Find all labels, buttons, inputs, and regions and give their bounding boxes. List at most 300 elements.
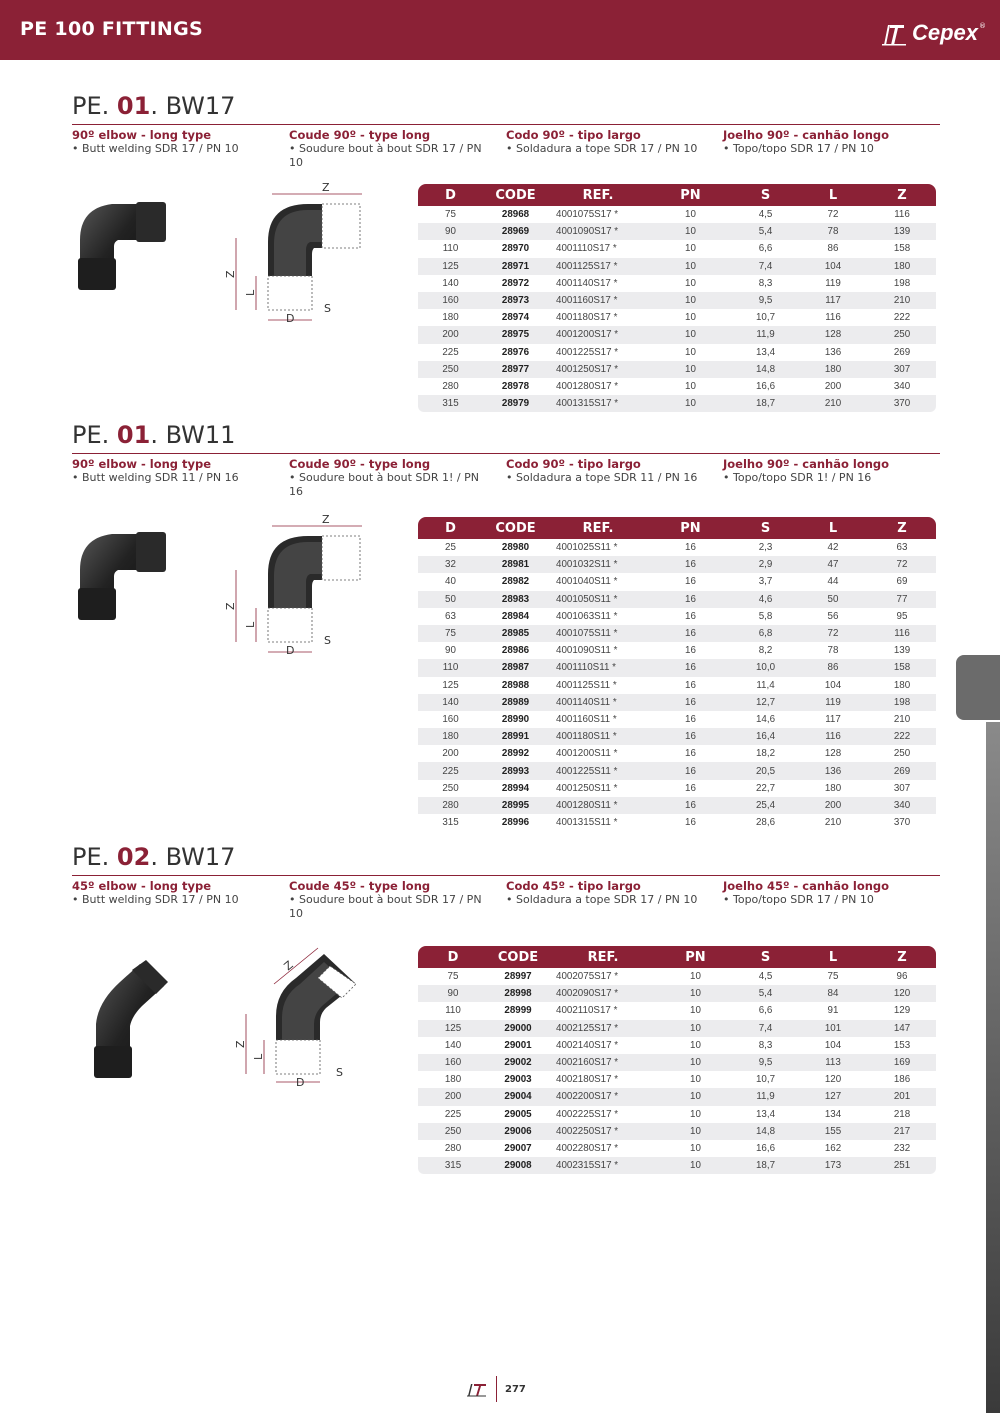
table-cell: 4001180S17 * bbox=[556, 312, 618, 324]
spec-table-pe01-bw17 bbox=[418, 184, 936, 412]
table-row bbox=[418, 677, 936, 694]
table-cell: 28971 bbox=[483, 258, 548, 275]
table-cell: 16 bbox=[648, 591, 733, 608]
desc-es-text: • Soldadura a tope SDR 17 / PN 10 bbox=[506, 142, 698, 155]
table-cell: 4001200S17 * bbox=[548, 326, 648, 343]
svg-text:L: L bbox=[244, 289, 257, 296]
elbow-90-diagram bbox=[222, 180, 362, 330]
table-cell: 22,7 bbox=[755, 782, 776, 794]
table-cell: 180 bbox=[442, 312, 459, 324]
col-header: PN bbox=[658, 946, 733, 968]
table-cell: 10 bbox=[685, 380, 696, 392]
table-row bbox=[418, 344, 936, 361]
table-cell: 117 bbox=[798, 292, 868, 309]
table-row bbox=[418, 694, 936, 711]
brand-name: Cepex bbox=[911, 20, 978, 45]
svg-text:S: S bbox=[324, 634, 331, 647]
col-header: D bbox=[418, 517, 483, 539]
cepex-mark-icon bbox=[466, 1381, 488, 1397]
table-cell: 116 bbox=[825, 312, 841, 324]
table-cell: 29003 bbox=[504, 1074, 532, 1086]
table-cell: 6,6 bbox=[758, 1005, 773, 1017]
table-cell: 28994 bbox=[501, 782, 530, 794]
table-cell: 139 bbox=[868, 223, 936, 240]
table-cell: 10 bbox=[685, 277, 696, 289]
svg-text:Z: Z bbox=[322, 181, 330, 194]
table-cell: 250 bbox=[868, 326, 936, 343]
table-cell: 16 bbox=[685, 817, 696, 829]
table-cell: 72 bbox=[868, 556, 936, 573]
table-cell: 16 bbox=[685, 748, 696, 760]
table-cell: 134 bbox=[824, 1108, 842, 1120]
col-header: Z bbox=[868, 517, 936, 539]
table-cell: 210 bbox=[798, 395, 868, 412]
table-cell: 4001315S11 * bbox=[556, 817, 618, 829]
table-cell: 28973 bbox=[483, 292, 548, 309]
svg-text:Z: Z bbox=[234, 1040, 247, 1048]
table-cell: 117 bbox=[825, 713, 841, 725]
table-cell: 140 bbox=[418, 694, 483, 711]
table-cell: 28,6 bbox=[755, 817, 776, 829]
table-cell: 86 bbox=[827, 243, 839, 255]
table-cell: 50 bbox=[418, 591, 483, 608]
table-cell: 110 bbox=[418, 659, 483, 676]
table-row bbox=[418, 797, 936, 814]
table-cell: 10,7 bbox=[755, 1074, 776, 1086]
table-cell: 4001250S17 * bbox=[548, 361, 648, 378]
table-cell: 4001090S17 * bbox=[548, 223, 648, 240]
table-cell: 147 bbox=[868, 1020, 936, 1037]
table-cell: 125 bbox=[418, 258, 483, 275]
table-cell: 78 bbox=[798, 223, 868, 240]
table-cell: 4002200S17 * bbox=[548, 1088, 658, 1105]
col-header: CODE bbox=[488, 946, 548, 968]
section-pe01-bw11 bbox=[72, 421, 940, 499]
table-cell: 4,5 bbox=[758, 971, 773, 983]
table-cell: 10 bbox=[648, 223, 733, 240]
table-cell: 250 bbox=[418, 361, 483, 378]
table-cell: 4001200S11 * bbox=[556, 748, 618, 760]
table-cell: 90 bbox=[445, 645, 456, 657]
table-cell: 4001250S11 * bbox=[556, 782, 618, 794]
table-cell: 95 bbox=[896, 610, 908, 622]
table-cell: 10 bbox=[658, 1123, 733, 1140]
col-header: Z bbox=[868, 184, 936, 206]
svg-text:S: S bbox=[324, 302, 331, 315]
table-row bbox=[418, 1037, 936, 1054]
table-cell: 180 bbox=[444, 1074, 462, 1086]
table-cell: 63 bbox=[896, 542, 908, 554]
table-cell: 210 bbox=[868, 292, 936, 309]
table-cell: 4001280S11 * bbox=[548, 797, 648, 814]
table-cell: 3,7 bbox=[758, 576, 773, 588]
table-cell: 29002 bbox=[488, 1054, 548, 1071]
table-cell: 4,5 bbox=[758, 209, 773, 221]
table-cell: 4001075S17 * bbox=[556, 209, 619, 221]
cepex-mark-icon bbox=[880, 19, 908, 47]
table-cell: 44 bbox=[827, 576, 839, 588]
table-row bbox=[418, 728, 936, 745]
table-cell: 169 bbox=[868, 1054, 936, 1071]
table-cell: 120 bbox=[824, 1074, 842, 1086]
desc-es-title: Codo 90º - tipo largo bbox=[506, 128, 641, 142]
side-tab bbox=[956, 655, 1000, 720]
table-cell: 10,0 bbox=[733, 659, 798, 676]
col-header: REF. bbox=[548, 184, 648, 206]
table-cell: 29000 bbox=[488, 1020, 548, 1037]
desc-pt-title: Joelho 45º - canhão longo bbox=[723, 879, 890, 893]
table-cell: 10 bbox=[690, 1142, 701, 1154]
table-cell: 4002160S17 * bbox=[548, 1054, 658, 1071]
table-cell: 232 bbox=[893, 1142, 911, 1154]
table-row bbox=[418, 556, 936, 573]
table-row bbox=[418, 711, 936, 728]
table-cell: 10 bbox=[658, 1088, 733, 1105]
table-cell: 25 bbox=[445, 542, 456, 554]
table-cell: 200 bbox=[418, 326, 483, 343]
table-cell: 16 bbox=[685, 679, 696, 691]
table-cell: 11,9 bbox=[733, 1088, 798, 1105]
table-cell: 119 bbox=[825, 277, 841, 289]
table-cell: 173 bbox=[798, 1157, 868, 1174]
table-cell: 4001040S11 * bbox=[556, 576, 618, 588]
table-cell: 120 bbox=[868, 985, 936, 1002]
table-cell: 13,4 bbox=[755, 346, 776, 358]
table-cell: 14,8 bbox=[733, 1123, 798, 1140]
table-cell: 28988 bbox=[501, 679, 530, 691]
table-cell: 10 bbox=[648, 258, 733, 275]
table-cell: 186 bbox=[893, 1074, 911, 1086]
table-cell: 180 bbox=[418, 728, 483, 745]
table-cell: 28987 bbox=[483, 659, 548, 676]
table-cell: 4001225S11 * bbox=[548, 762, 648, 779]
table-cell: 5,4 bbox=[733, 985, 798, 1002]
table-row bbox=[418, 573, 936, 590]
svg-text:D: D bbox=[296, 1076, 305, 1089]
table-cell: 16,6 bbox=[755, 1142, 776, 1154]
col-header: S bbox=[733, 946, 798, 968]
table-cell: 370 bbox=[893, 817, 911, 829]
table-cell: 198 bbox=[893, 277, 911, 289]
table-cell: 63 bbox=[445, 610, 456, 622]
table-cell: 218 bbox=[893, 1108, 911, 1120]
table-cell: 127 bbox=[798, 1088, 868, 1105]
table-cell: 10 bbox=[690, 1074, 701, 1086]
table-cell: 28998 bbox=[488, 985, 548, 1002]
desc-en-text: • Butt welding SDR 17 / PN 10 bbox=[72, 893, 239, 906]
table-cell: 4002075S17 * bbox=[556, 971, 619, 983]
table-cell: 16 bbox=[648, 797, 733, 814]
table-cell: 129 bbox=[893, 1005, 911, 1017]
table-cell: 86 bbox=[798, 659, 868, 676]
table-cell: 16 bbox=[648, 762, 733, 779]
table-cell: 32 bbox=[418, 556, 483, 573]
table-cell: 198 bbox=[868, 694, 936, 711]
table-row bbox=[418, 780, 936, 797]
table-cell: 29004 bbox=[488, 1088, 548, 1105]
section-pe02-bw17 bbox=[72, 843, 940, 921]
desc-pt-text: • Topo/topo SDR 17 / PN 10 bbox=[723, 142, 874, 155]
table-cell: 160 bbox=[418, 1054, 488, 1071]
table-cell: 4001050S11 * bbox=[548, 591, 648, 608]
svg-text:D: D bbox=[286, 312, 295, 325]
table-cell: 217 bbox=[868, 1123, 936, 1140]
table-cell: 225 bbox=[444, 1108, 462, 1120]
elbow-90-photo bbox=[78, 200, 168, 292]
table-cell: 269 bbox=[893, 346, 911, 358]
desc-en-title: 45º elbow - long type bbox=[72, 879, 212, 893]
table-cell: 4002180S17 * bbox=[556, 1074, 619, 1086]
col-header: S bbox=[733, 184, 798, 206]
table-cell: 128 bbox=[798, 326, 868, 343]
table-cell: 56 bbox=[827, 610, 839, 622]
table-cell: 28977 bbox=[483, 361, 548, 378]
desc-pt-title: Joelho 90º - canhão longo bbox=[723, 128, 890, 142]
table-cell: 2,3 bbox=[758, 542, 773, 554]
table-cell: 10 bbox=[658, 1020, 733, 1037]
page-footer bbox=[466, 1376, 526, 1402]
table-cell: 315 bbox=[418, 395, 483, 412]
table-row bbox=[418, 1020, 936, 1037]
table-cell: 18,2 bbox=[755, 748, 776, 760]
svg-text:L: L bbox=[252, 1053, 265, 1060]
table-cell: 16 bbox=[685, 610, 696, 622]
col-header: S bbox=[733, 517, 798, 539]
table-row bbox=[418, 642, 936, 659]
table-cell: 180 bbox=[868, 258, 936, 275]
table-cell: 28969 bbox=[483, 223, 548, 240]
table-cell: 8,3 bbox=[758, 1039, 773, 1051]
table-cell: 42 bbox=[827, 542, 839, 554]
table-cell: 10 bbox=[658, 1157, 733, 1174]
table-cell: 4001225S17 * bbox=[556, 346, 619, 358]
page-header bbox=[0, 0, 1000, 60]
table-cell: 28993 bbox=[483, 762, 548, 779]
table-row bbox=[418, 1088, 936, 1105]
desc-es-text: • Soldadura a tope SDR 17 / PN 10 bbox=[506, 893, 698, 906]
table-cell: 139 bbox=[893, 645, 911, 657]
desc-fr-text: • Soudure bout à bout SDR 17 / PN 10 bbox=[289, 893, 482, 920]
section-title: PE. 02. BW17 bbox=[72, 843, 236, 871]
table-cell: 72 bbox=[798, 625, 868, 642]
table-cell: 16 bbox=[685, 542, 696, 554]
svg-text:Z: Z bbox=[224, 602, 237, 610]
table-cell: 158 bbox=[893, 243, 911, 255]
table-cell: 4001125S11 * bbox=[556, 679, 617, 691]
table-cell: 7,4 bbox=[733, 1020, 798, 1037]
table-cell: 28991 bbox=[483, 728, 548, 745]
table-cell: 201 bbox=[868, 1088, 936, 1105]
table-cell: 90 bbox=[418, 223, 483, 240]
table-cell: 4002110S17 * bbox=[556, 1005, 618, 1017]
desc-en-title: 90º elbow - long type bbox=[72, 128, 212, 142]
desc-en-text: • Butt welding SDR 17 / PN 10 bbox=[72, 142, 239, 155]
table-cell: 29005 bbox=[504, 1108, 532, 1120]
table-cell: 162 bbox=[824, 1142, 842, 1154]
table-cell: 4002280S17 * bbox=[556, 1142, 619, 1154]
desc-fr-text: • Soudure bout à bout SDR 17 / PN 10 bbox=[289, 142, 482, 169]
table-cell: 200 bbox=[798, 797, 868, 814]
table-row bbox=[418, 223, 936, 240]
table-cell: 2,9 bbox=[733, 556, 798, 573]
table-cell: 4001025S11 * bbox=[556, 542, 618, 554]
table-cell: 14,6 bbox=[755, 713, 776, 725]
desc-pt-title: Joelho 90º - canhão longo bbox=[723, 457, 890, 471]
table-cell: 128 bbox=[824, 748, 842, 760]
desc-fr-title: Coude 90º - type long bbox=[289, 457, 431, 471]
table-cell: 16,6 bbox=[755, 380, 776, 392]
svg-text:Z: Z bbox=[281, 958, 296, 974]
table-cell: 116 bbox=[868, 625, 936, 642]
desc-fr-text: • Soudure bout à bout SDR 1! / PN 16 bbox=[289, 471, 479, 498]
col-header: D bbox=[418, 946, 488, 968]
table-cell: 28981 bbox=[483, 556, 548, 573]
table-cell: 250 bbox=[442, 782, 459, 794]
table-cell: 16 bbox=[685, 645, 696, 657]
table-cell: 315 bbox=[418, 1157, 488, 1174]
table-row bbox=[418, 1140, 936, 1157]
table-cell: 90 bbox=[418, 985, 488, 1002]
table-cell: 10 bbox=[690, 1108, 701, 1120]
col-header: CODE bbox=[483, 184, 548, 206]
table-cell: 4002140S17 * bbox=[556, 1039, 619, 1051]
col-header: REF. bbox=[548, 517, 648, 539]
table-row bbox=[418, 659, 936, 676]
table-cell: 10 bbox=[685, 209, 696, 221]
col-header: L bbox=[798, 184, 868, 206]
svg-text:S: S bbox=[336, 1066, 343, 1079]
table-cell: 8,2 bbox=[758, 645, 773, 657]
table-cell: 158 bbox=[868, 659, 936, 676]
table-cell: 4001180S11 * bbox=[548, 728, 648, 745]
table-cell: 28974 bbox=[501, 312, 530, 324]
table-cell: 91 bbox=[827, 1005, 839, 1017]
table-cell: 4002315S17 * bbox=[548, 1157, 658, 1174]
section-pe01-bw17 bbox=[72, 92, 940, 170]
table-cell: 4001075S11 * bbox=[548, 625, 648, 642]
table-cell: 16 bbox=[648, 659, 733, 676]
table-row bbox=[418, 258, 936, 275]
table-row bbox=[418, 292, 936, 309]
table-cell: 75 bbox=[418, 625, 483, 642]
table-cell: 9,5 bbox=[733, 1054, 798, 1071]
table-cell: 101 bbox=[798, 1020, 868, 1037]
table-cell: 10 bbox=[685, 346, 696, 358]
table-cell: 9,5 bbox=[733, 292, 798, 309]
table-cell: 251 bbox=[868, 1157, 936, 1174]
table-cell: 10 bbox=[658, 985, 733, 1002]
table-row bbox=[418, 1157, 936, 1174]
table-cell: 20,5 bbox=[733, 762, 798, 779]
table-cell: 10 bbox=[658, 1054, 733, 1071]
table-cell: 28986 bbox=[501, 645, 530, 657]
table-cell: 4001160S11 * bbox=[556, 713, 617, 725]
table-cell: 4001110S17 * bbox=[556, 243, 617, 255]
table-cell: 4001110S11 * bbox=[548, 659, 648, 676]
table-cell: 340 bbox=[868, 797, 936, 814]
table-cell: 16 bbox=[648, 694, 733, 711]
table-cell: 16,4 bbox=[733, 728, 798, 745]
table-row bbox=[418, 745, 936, 762]
table-cell: 4002090S17 * bbox=[548, 985, 658, 1002]
table-row bbox=[418, 361, 936, 378]
table-row bbox=[418, 762, 936, 779]
table-cell: 10 bbox=[648, 326, 733, 343]
table-cell: 12,7 bbox=[733, 694, 798, 711]
table-cell: 29007 bbox=[504, 1142, 532, 1154]
desc-pt-text: • Topo/topo SDR 1! / PN 16 bbox=[723, 471, 872, 484]
col-header: D bbox=[418, 184, 483, 206]
table-cell: 10 bbox=[690, 971, 701, 983]
side-bar bbox=[986, 722, 1000, 1413]
table-cell: 10 bbox=[648, 361, 733, 378]
table-cell: 28970 bbox=[501, 243, 530, 255]
table-cell: 10 bbox=[690, 1005, 701, 1017]
col-header: PN bbox=[648, 184, 733, 206]
table-cell: 104 bbox=[798, 258, 868, 275]
table-cell: 28979 bbox=[483, 395, 548, 412]
table-cell: 77 bbox=[868, 591, 936, 608]
table-cell: 104 bbox=[824, 679, 842, 691]
table-cell: 5,8 bbox=[758, 610, 773, 622]
table-cell: 28995 bbox=[483, 797, 548, 814]
table-cell: 28990 bbox=[501, 713, 530, 725]
table-cell: 28983 bbox=[483, 591, 548, 608]
svg-text:D: D bbox=[286, 644, 295, 657]
table-cell: 13,4 bbox=[755, 1108, 776, 1120]
table-cell: 340 bbox=[893, 380, 911, 392]
table-cell: 50 bbox=[798, 591, 868, 608]
table-cell: 4001315S17 * bbox=[548, 395, 648, 412]
table-cell: 269 bbox=[868, 762, 936, 779]
table-row bbox=[418, 1071, 936, 1088]
table-cell: 4001090S11 * bbox=[556, 645, 618, 657]
table-cell: 4002250S17 * bbox=[548, 1123, 658, 1140]
table-cell: 28989 bbox=[483, 694, 548, 711]
table-row bbox=[418, 608, 936, 625]
table-cell: 28972 bbox=[501, 277, 530, 289]
table-cell: 210 bbox=[824, 817, 842, 829]
table-cell: 250 bbox=[893, 748, 911, 760]
table-row bbox=[418, 378, 936, 395]
table-cell: 11,9 bbox=[733, 326, 798, 343]
table-cell: 10 bbox=[648, 395, 733, 412]
table-cell: 75 bbox=[827, 971, 839, 983]
table-row bbox=[418, 591, 936, 608]
table-cell: 200 bbox=[824, 380, 842, 392]
desc-en-title: 90º elbow - long type bbox=[72, 457, 212, 471]
table-cell: 370 bbox=[868, 395, 936, 412]
elbow-90-diagram bbox=[222, 512, 362, 662]
table-cell: 10 bbox=[690, 1039, 701, 1051]
table-cell: 28968 bbox=[501, 209, 530, 221]
table-cell: 180 bbox=[824, 782, 842, 794]
table-cell: 47 bbox=[798, 556, 868, 573]
table-cell: 140 bbox=[442, 277, 459, 289]
table-cell: 4001280S17 * bbox=[556, 380, 619, 392]
table-cell: 315 bbox=[442, 817, 459, 829]
page-number: 277 bbox=[505, 1383, 526, 1395]
table-cell: 28996 bbox=[501, 817, 530, 829]
table-cell: 5,4 bbox=[733, 223, 798, 240]
table-cell: 200 bbox=[418, 1088, 488, 1105]
desc-es-title: Codo 90º - tipo largo bbox=[506, 457, 641, 471]
table-cell: 16 bbox=[685, 782, 696, 794]
table-row bbox=[418, 395, 936, 412]
table-cell: 113 bbox=[798, 1054, 868, 1071]
table-cell: 200 bbox=[442, 748, 459, 760]
table-cell: 75 bbox=[445, 209, 456, 221]
